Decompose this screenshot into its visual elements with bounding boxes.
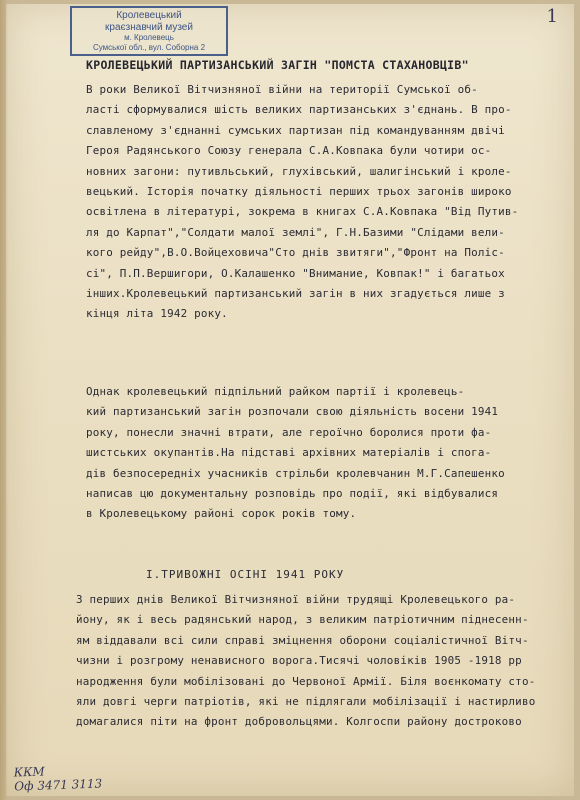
section-heading: I.ТРИВОЖНІ ОСІНІ 1941 РОКУ	[146, 568, 345, 581]
inventory-line-1: ККМ	[13, 764, 45, 780]
inventory-line-2: Оф 3471 3113	[14, 776, 103, 794]
paragraph-1: В роки Великої Вітчизняної війни на території Сумської об- ласті сформувалися шість великих партизанських з'єднань. В про- славленому з'єднанні сумських партизан під командуванням двічі Героя Радянського Союзу генерала С.А.Ковпака були чотири ос- новних загони: путивльський, глухівський, шалигінський і кроле- вецький. Історія початку діяльності перших трьох загонів широко освітлена в літературі, зокрема в книгах С.А.Ковпака "Від Путив- ля до Карпат","Солдати малої землі", Г.Н.Базими "Слідами вели- кого рейду",В.О.Войцеховича"Сто днів звитяги","Фронт на Поліс- сі", П.П.Вершигори, О.Калашенко "Внимание, Ковпак!" і багатьох інших.Кролевецький партизанський загін в них згадується лише з кінця літа 1942 року.	[86, 83, 519, 321]
page-number: 1	[546, 6, 558, 27]
stamp-line-4: Сумської обл., вул. Соборна 2	[92, 43, 206, 52]
stamp-line-2: краєзнавчий музей	[105, 22, 193, 33]
paragraph-3: З перших днів Великої Вітчизняної війни трудящі Кролевецького ра- йону, як і весь радянський народ, з великим патріотичним піднесенн- ям віддавали всі сили справі зміцнення оборони соціалістичної Вітч- чизни і розгрому ненависного ворога.Тисячі чоловіків 1905 -1918 рр народження були мобілізовані до Червоної Армії. Біля воєнкомату сто- яли довгі черги патріотів, які не підлягали мобілізації і настирливо домагалися піти на фронт добровольцями. Колгоспи району достроково	[76, 593, 536, 729]
paragraph-2: Однак кролевецький підпільний райком партії і кролевець- кий партизанський загін розпочали свою діяльність восени 1941 року, понесли значні втрати, але героїчно боролися проти фа- шистських окупантів.На підставі архівних матеріалів і спога- дів безпосередніх учасників стрільби кролевчанин М.Г.Сапешенко написав цю документальну розповідь про події, які відбувалися в Кролевецькому районі сорок років тому.	[86, 385, 505, 521]
page-edge	[0, 0, 8, 800]
inventory-number	[14, 762, 103, 793]
stamp-line-1: Кролевецький	[116, 10, 182, 21]
museum-stamp	[70, 6, 228, 56]
document-title: КРОЛЕВЕЦЬКИЙ ПАРТИЗАНСЬКИЙ ЗАГІН "ПОМСТА СТАХАНОВЦІВ"	[86, 58, 469, 72]
stamp-line-3: м. Кролевець	[124, 33, 174, 42]
